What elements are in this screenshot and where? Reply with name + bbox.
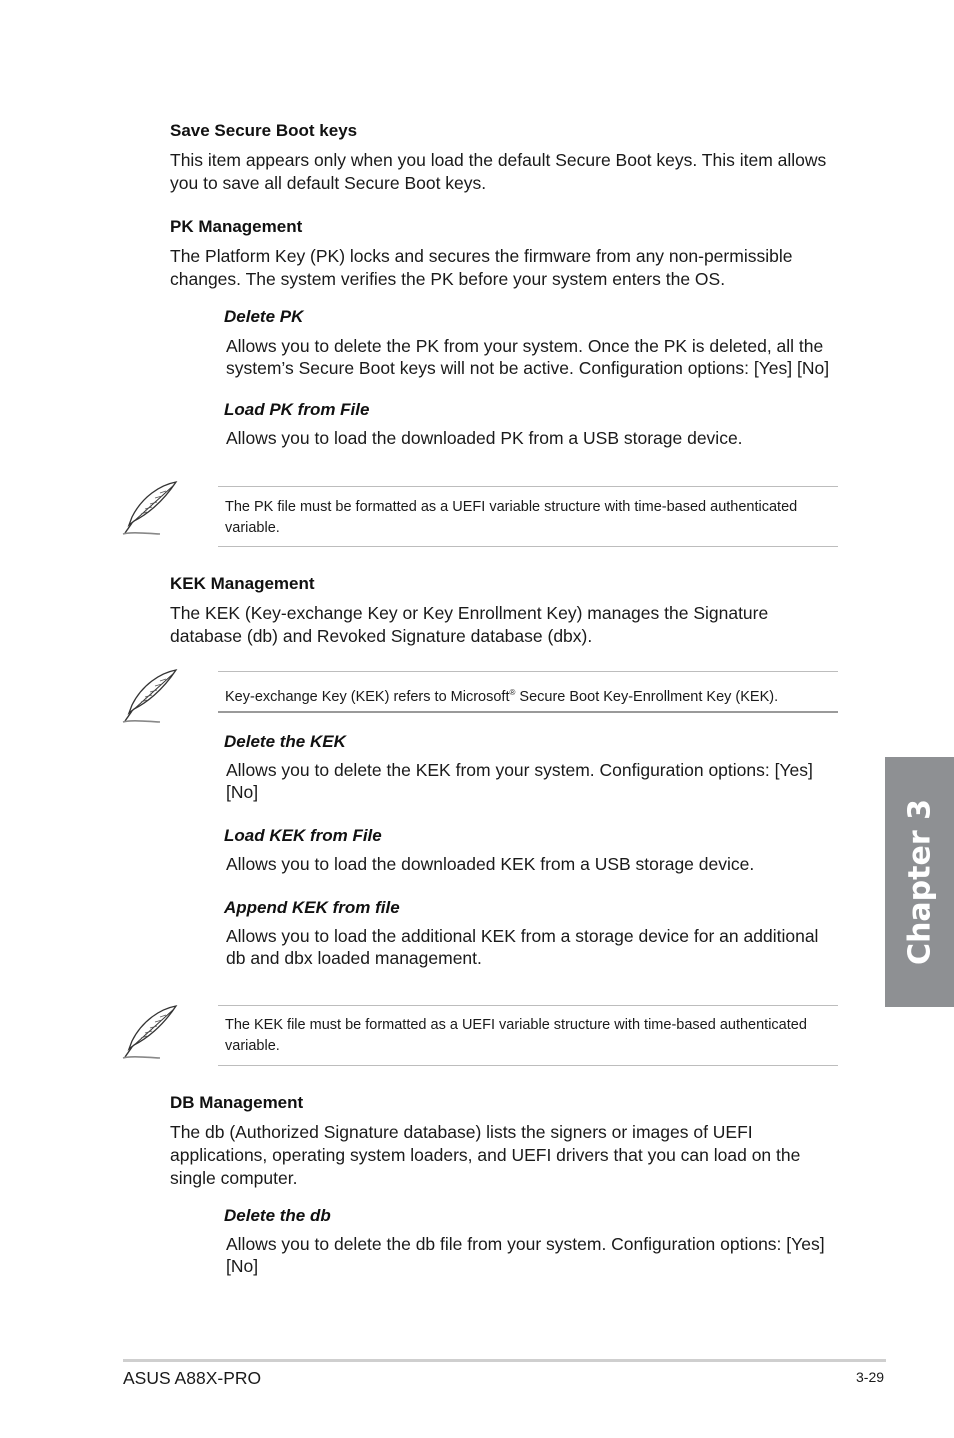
db-management-text: The db (Authorized Signature database) lists the signers or images of UEFI applications, operating system loaders, and UEFI drivers that you can load on the single computer. [170,1122,801,1188]
delete-db-text: Allows you to delete the db file from your system. Configuration options: [Yes] [No] [226,1234,825,1276]
pk-management-heading: PK Management [170,217,303,236]
registered-mark: ® [509,688,516,697]
db-management-heading: DB Management [170,1093,304,1112]
kek-note-text-end: Secure Boot Key-Enrollment Key (KEK). [515,688,779,705]
delete-pk-heading: Delete PK [224,307,304,326]
note-quill-icon [120,1003,180,1061]
append-kek-heading: Append KEK from file [224,898,400,917]
delete-db-heading: Delete the db [224,1206,331,1225]
pk-note-text: The PK file must be formatted as a UEFI variable structure with time-based authenticated variable. [225,499,798,536]
pk-management-text: The Platform Key (PK) locks and secures the firmware from any non-permissible changes. The system verifies the PK before your system enters the OS. [170,246,793,289]
load-kek-heading: Load KEK from File [224,826,382,845]
kek-management-heading: KEK Management [170,574,315,593]
save-secure-boot-keys-text: This item appears only when you load the default Secure Boot keys. This item allows you to save all default Secure Boot keys. [170,150,827,193]
footer-product: ASUS A88X-PRO [123,1368,262,1388]
kek-note-text [225,682,837,708]
append-kek-text: Allows you to load the additional KEK from a storage device for an additional db and dbx loaded management. [226,926,819,968]
note-quill-icon [120,479,180,537]
footer-rule [123,1359,886,1362]
note-top-rule [218,671,838,672]
kek-note-text-start: Key-exchange Key (KEK) refers to Microsoft [225,688,510,705]
kek-management-text: The KEK (Key-exchange Key or Key Enrollment Key) manages the Signature database (db) and Revoked Signature database (dbx). [170,603,769,646]
note-bottom-rule [218,711,838,713]
chapter-tab-label: Chapter 3 [902,799,937,965]
footer-page-number: 3-29 [856,1369,885,1385]
note-bottom-rule [218,546,838,547]
load-pk-heading: Load PK from File [224,400,370,419]
note-quill-icon [120,667,180,725]
delete-kek-heading: Delete the KEK [224,732,346,751]
load-kek-text: Allows you to load the downloaded KEK from a USB storage device. [226,854,755,874]
load-pk-text: Allows you to load the downloaded PK from a USB storage device. [226,428,743,448]
kek-file-note-text: The KEK file must be formatted as a UEFI variable structure with time-based authenticated variable. [225,1017,807,1054]
delete-kek-text: Allows you to delete the KEK from your system. Configuration options: [Yes] [No] [226,760,813,802]
chapter-tab [885,757,954,1007]
note-top-rule [218,1005,838,1006]
note-top-rule [218,486,838,487]
delete-pk-text: Allows you to delete the PK from your system. Once the PK is deleted, all the system’s Secure Boot keys will not be active. Configuration options: [Yes] [No] [226,336,830,378]
note-bottom-rule [218,1065,838,1066]
save-secure-boot-keys-heading: Save Secure Boot keys [170,121,358,140]
